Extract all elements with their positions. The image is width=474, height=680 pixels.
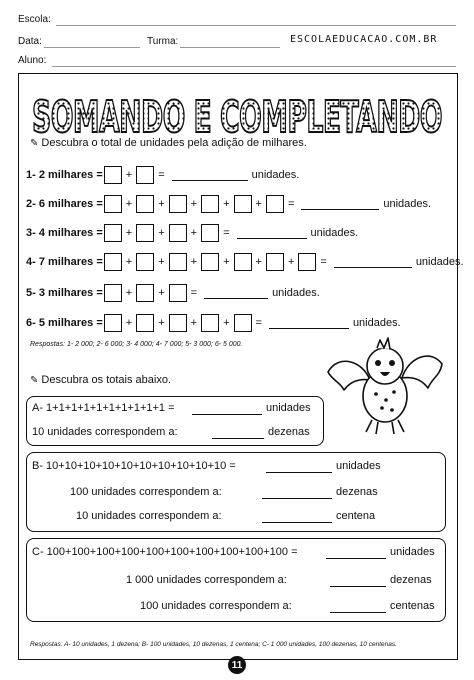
answer-box[interactable] — [201, 253, 219, 271]
escola-line[interactable] — [56, 25, 456, 26]
equals-sign: = — [255, 317, 262, 329]
answers-1: Respostas: 1- 2 000; 2- 6 000; 3- 4 000; 4- 7 000; 5- 3 000; 6- 5 000. — [30, 341, 243, 348]
answers-2: Respostas: A- 10 unidades, 1 dezena; B- 100 unidades, 10 dezenas, 1 centena; C- 1 000 unidades, 100 dezenas, 10 centenas. — [30, 641, 397, 648]
b-line3-suffix: centena — [336, 510, 376, 522]
total-blank[interactable] — [269, 318, 349, 329]
exercise-row — [26, 283, 320, 303]
aluno-label: Aluno: — [18, 55, 47, 66]
c-line1-blank[interactable] — [326, 558, 386, 559]
exercise-suffix: unidades. — [352, 317, 401, 329]
answer-box[interactable] — [298, 253, 316, 271]
turma-label: Turma: — [147, 36, 179, 47]
answer-box[interactable] — [136, 314, 154, 332]
plus-sign: + — [255, 198, 262, 210]
b-line3: 10 unidades correspondem a: — [76, 510, 222, 522]
answer-box[interactable] — [201, 224, 219, 242]
answer-box[interactable] — [266, 253, 284, 271]
plus-sign: + — [223, 317, 230, 329]
c-line2: 1 000 unidades correspondem a: — [126, 574, 287, 586]
plus-sign: + — [158, 198, 165, 210]
answer-box[interactable] — [169, 284, 187, 302]
c-line1-suffix: unidades — [390, 546, 435, 558]
total-blank[interactable] — [301, 199, 379, 210]
answer-box[interactable] — [266, 195, 284, 213]
exercise-label: 4- 7 milhares = — [26, 256, 103, 268]
answer-box[interactable] — [136, 224, 154, 242]
answer-box[interactable] — [104, 166, 122, 184]
plus-sign: + — [223, 256, 230, 268]
escola-label: Escola: — [18, 14, 51, 25]
a-line2-suffix: dezenas — [268, 426, 310, 438]
exercise-row — [26, 313, 401, 333]
a-line1-suffix: unidades — [266, 402, 311, 414]
exercise-suffix: unidades. — [383, 198, 432, 210]
equals-sign: = — [320, 256, 327, 268]
aluno-line[interactable] — [52, 66, 456, 67]
instruction-2-text: Descubra os totais abaixo. — [41, 374, 172, 386]
b-line1-blank[interactable] — [266, 472, 332, 473]
plus-sign: + — [125, 256, 133, 268]
page-number: 11 — [228, 656, 246, 674]
total-blank[interactable] — [334, 257, 412, 268]
exercise-label: 2- 6 milhares = — [26, 198, 103, 210]
c-line2-blank[interactable] — [330, 586, 386, 587]
answer-box[interactable] — [169, 314, 187, 332]
b-line3-blank[interactable] — [262, 522, 332, 523]
answer-box[interactable] — [136, 195, 154, 213]
answer-box[interactable] — [169, 253, 187, 271]
site-url: ESCOLAEDUCACAO.COM.BR — [290, 34, 438, 45]
equals-sign: = — [158, 169, 165, 181]
exercise-row — [26, 194, 431, 214]
b-line1-suffix: unidades — [336, 460, 381, 472]
c-line1: C- 100+100+100+100+100+100+100+100+100+100 = — [32, 546, 298, 558]
data-line[interactable] — [44, 47, 140, 48]
exercise-suffix: unidades. — [251, 169, 300, 181]
answer-box[interactable] — [136, 166, 154, 184]
exercise-suffix: unidades. — [310, 227, 359, 239]
answer-box[interactable] — [136, 284, 154, 302]
answer-box[interactable] — [104, 224, 122, 242]
answer-box[interactable] — [169, 195, 187, 213]
exercise-label: 1- 2 milhares = — [26, 169, 103, 181]
total-blank[interactable] — [204, 288, 268, 299]
exercise-label: 3- 4 milhares = — [26, 227, 103, 239]
plus-sign: + — [190, 198, 198, 210]
b-line2-blank[interactable] — [262, 498, 332, 499]
plus-sign: + — [158, 287, 165, 299]
b-line2: 100 unidades correspondem a: — [70, 486, 222, 498]
plus-sign: + — [125, 287, 133, 299]
equals-sign: = — [287, 198, 295, 210]
plus-sign: + — [158, 227, 165, 239]
plus-sign: + — [125, 198, 133, 210]
a-line1: A- 1+1+1+1+1+1+1+1+1+1 = — [32, 402, 175, 414]
page-title — [26, 86, 448, 144]
exercise-row — [26, 252, 464, 272]
equals-sign: = — [190, 287, 198, 299]
plus-sign: + — [125, 317, 133, 329]
answer-box[interactable] — [104, 284, 122, 302]
answer-box[interactable] — [169, 224, 187, 242]
plus-sign: + — [223, 198, 230, 210]
answer-box[interactable] — [136, 253, 154, 271]
answer-box[interactable] — [234, 314, 252, 332]
exercise-row — [26, 223, 358, 243]
a-line2-blank[interactable] — [212, 438, 264, 439]
plus-sign: + — [125, 169, 133, 181]
exercise-suffix: unidades. — [415, 256, 464, 268]
total-blank[interactable] — [237, 228, 307, 239]
plus-sign: + — [158, 256, 165, 268]
plus-sign: + — [190, 317, 198, 329]
data-label: Data: — [18, 36, 42, 47]
answer-box[interactable] — [234, 253, 252, 271]
answer-box[interactable] — [104, 314, 122, 332]
exercise-row — [26, 165, 299, 185]
answer-box[interactable] — [234, 195, 252, 213]
instruction-1-text: Descubra o total de unidades pela adição de milhares. — [41, 137, 307, 149]
a-line1-blank[interactable] — [192, 414, 262, 415]
instruction-1 — [30, 137, 307, 149]
c-line3-blank[interactable] — [330, 612, 386, 613]
plus-sign: + — [255, 256, 262, 268]
exercise-label: 5- 3 milhares = — [26, 287, 103, 299]
b-line1: B- 10+10+10+10+10+10+10+10+10+10 = — [32, 460, 236, 472]
plus-sign: + — [287, 256, 295, 268]
plus-sign: + — [190, 227, 198, 239]
c-line2-suffix: dezenas — [390, 574, 432, 586]
pencil-icon: ✎ — [30, 138, 39, 149]
exercise-suffix: unidades. — [272, 287, 320, 299]
plus-sign: + — [125, 227, 133, 239]
answer-box[interactable] — [201, 195, 219, 213]
pencil-icon: ✎ — [30, 375, 39, 386]
instruction-2 — [30, 374, 171, 386]
a-line2: 10 unidades correspondem a: — [32, 426, 178, 438]
turma-line[interactable] — [180, 47, 280, 48]
exercise-label: 6- 5 milhares = — [26, 317, 103, 329]
bird-illustration — [322, 336, 448, 442]
answer-box[interactable] — [104, 195, 122, 213]
c-line3-suffix: centenas — [390, 600, 435, 612]
c-line3: 100 unidades correspondem a: — [140, 600, 292, 612]
plus-sign: + — [158, 317, 165, 329]
answer-box[interactable] — [104, 253, 122, 271]
total-blank[interactable] — [172, 170, 248, 181]
b-line2-suffix: dezenas — [336, 486, 378, 498]
answer-box[interactable] — [201, 314, 219, 332]
equals-sign: = — [223, 227, 230, 239]
title-text: SOMANDO E COMPLETANDO — [32, 92, 442, 143]
plus-sign: + — [190, 256, 198, 268]
